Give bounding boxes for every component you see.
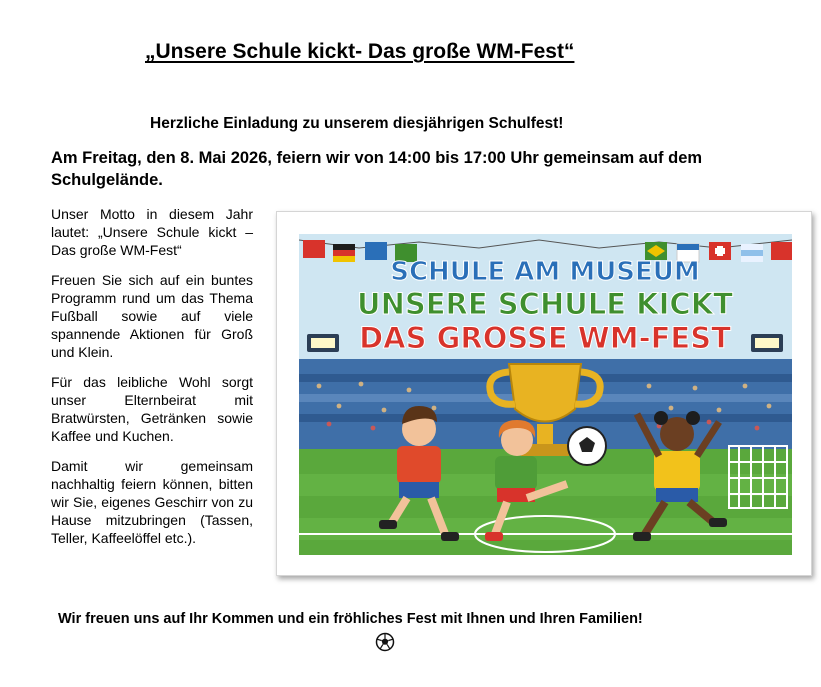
event-date-line: Am Freitag, den 8. Mai 2026, feiern wir von 14:00 bis 17:00 Uhr gemeinsam auf dem Schulgelände. <box>51 149 703 189</box>
poster-illustration <box>299 234 792 555</box>
closing-text: Wir freuen uns auf Ihr Kommen und ein fröhliches Fest mit Ihnen und Ihren Familien! <box>58 611 643 627</box>
poster-line-2: UNSERE SCHULE KICKT <box>357 287 733 321</box>
paragraph-program: Freuen Sie sich auf ein buntes Programm rund um das Thema Fußball sowie auf viele spannende Aktionen für Groß und Klein. <box>51 272 253 360</box>
soccer-ball-icon <box>375 632 395 652</box>
poster-image <box>299 234 792 555</box>
poster-frame <box>276 211 812 576</box>
poster-line-1: SCHULE AM MUSEUM <box>390 257 700 287</box>
poster-line-3: DAS GROSSE WM-FEST <box>359 321 731 355</box>
invitation-heading: Herzliche Einladung zu unserem diesjährigen Schulfest! <box>150 115 564 132</box>
paragraph-catering: Für das leibliche Wohl sorgt unser Elternbeirat mit Bratwürsten, Getränken sowie Kaffee und Kuchen. <box>51 374 253 444</box>
paragraph-motto: Unser Motto in diesem Jahr lautet: „Unsere Schule kickt – Das große WM-Fest“ <box>51 206 253 258</box>
page-title: „Unsere Schule kickt- Das große WM-Fest“ <box>145 40 575 63</box>
body-text-column <box>51 205 253 559</box>
poster-ball-icon <box>568 427 606 465</box>
paragraph-dishes: Damit wir gemeinsam nachhaltig feiern können, bitten wir Sie, eigenes Geschirr von zu Hause mitzubringen (Tassen, Teller, Kaffeelöffel etc.). <box>51 458 253 546</box>
